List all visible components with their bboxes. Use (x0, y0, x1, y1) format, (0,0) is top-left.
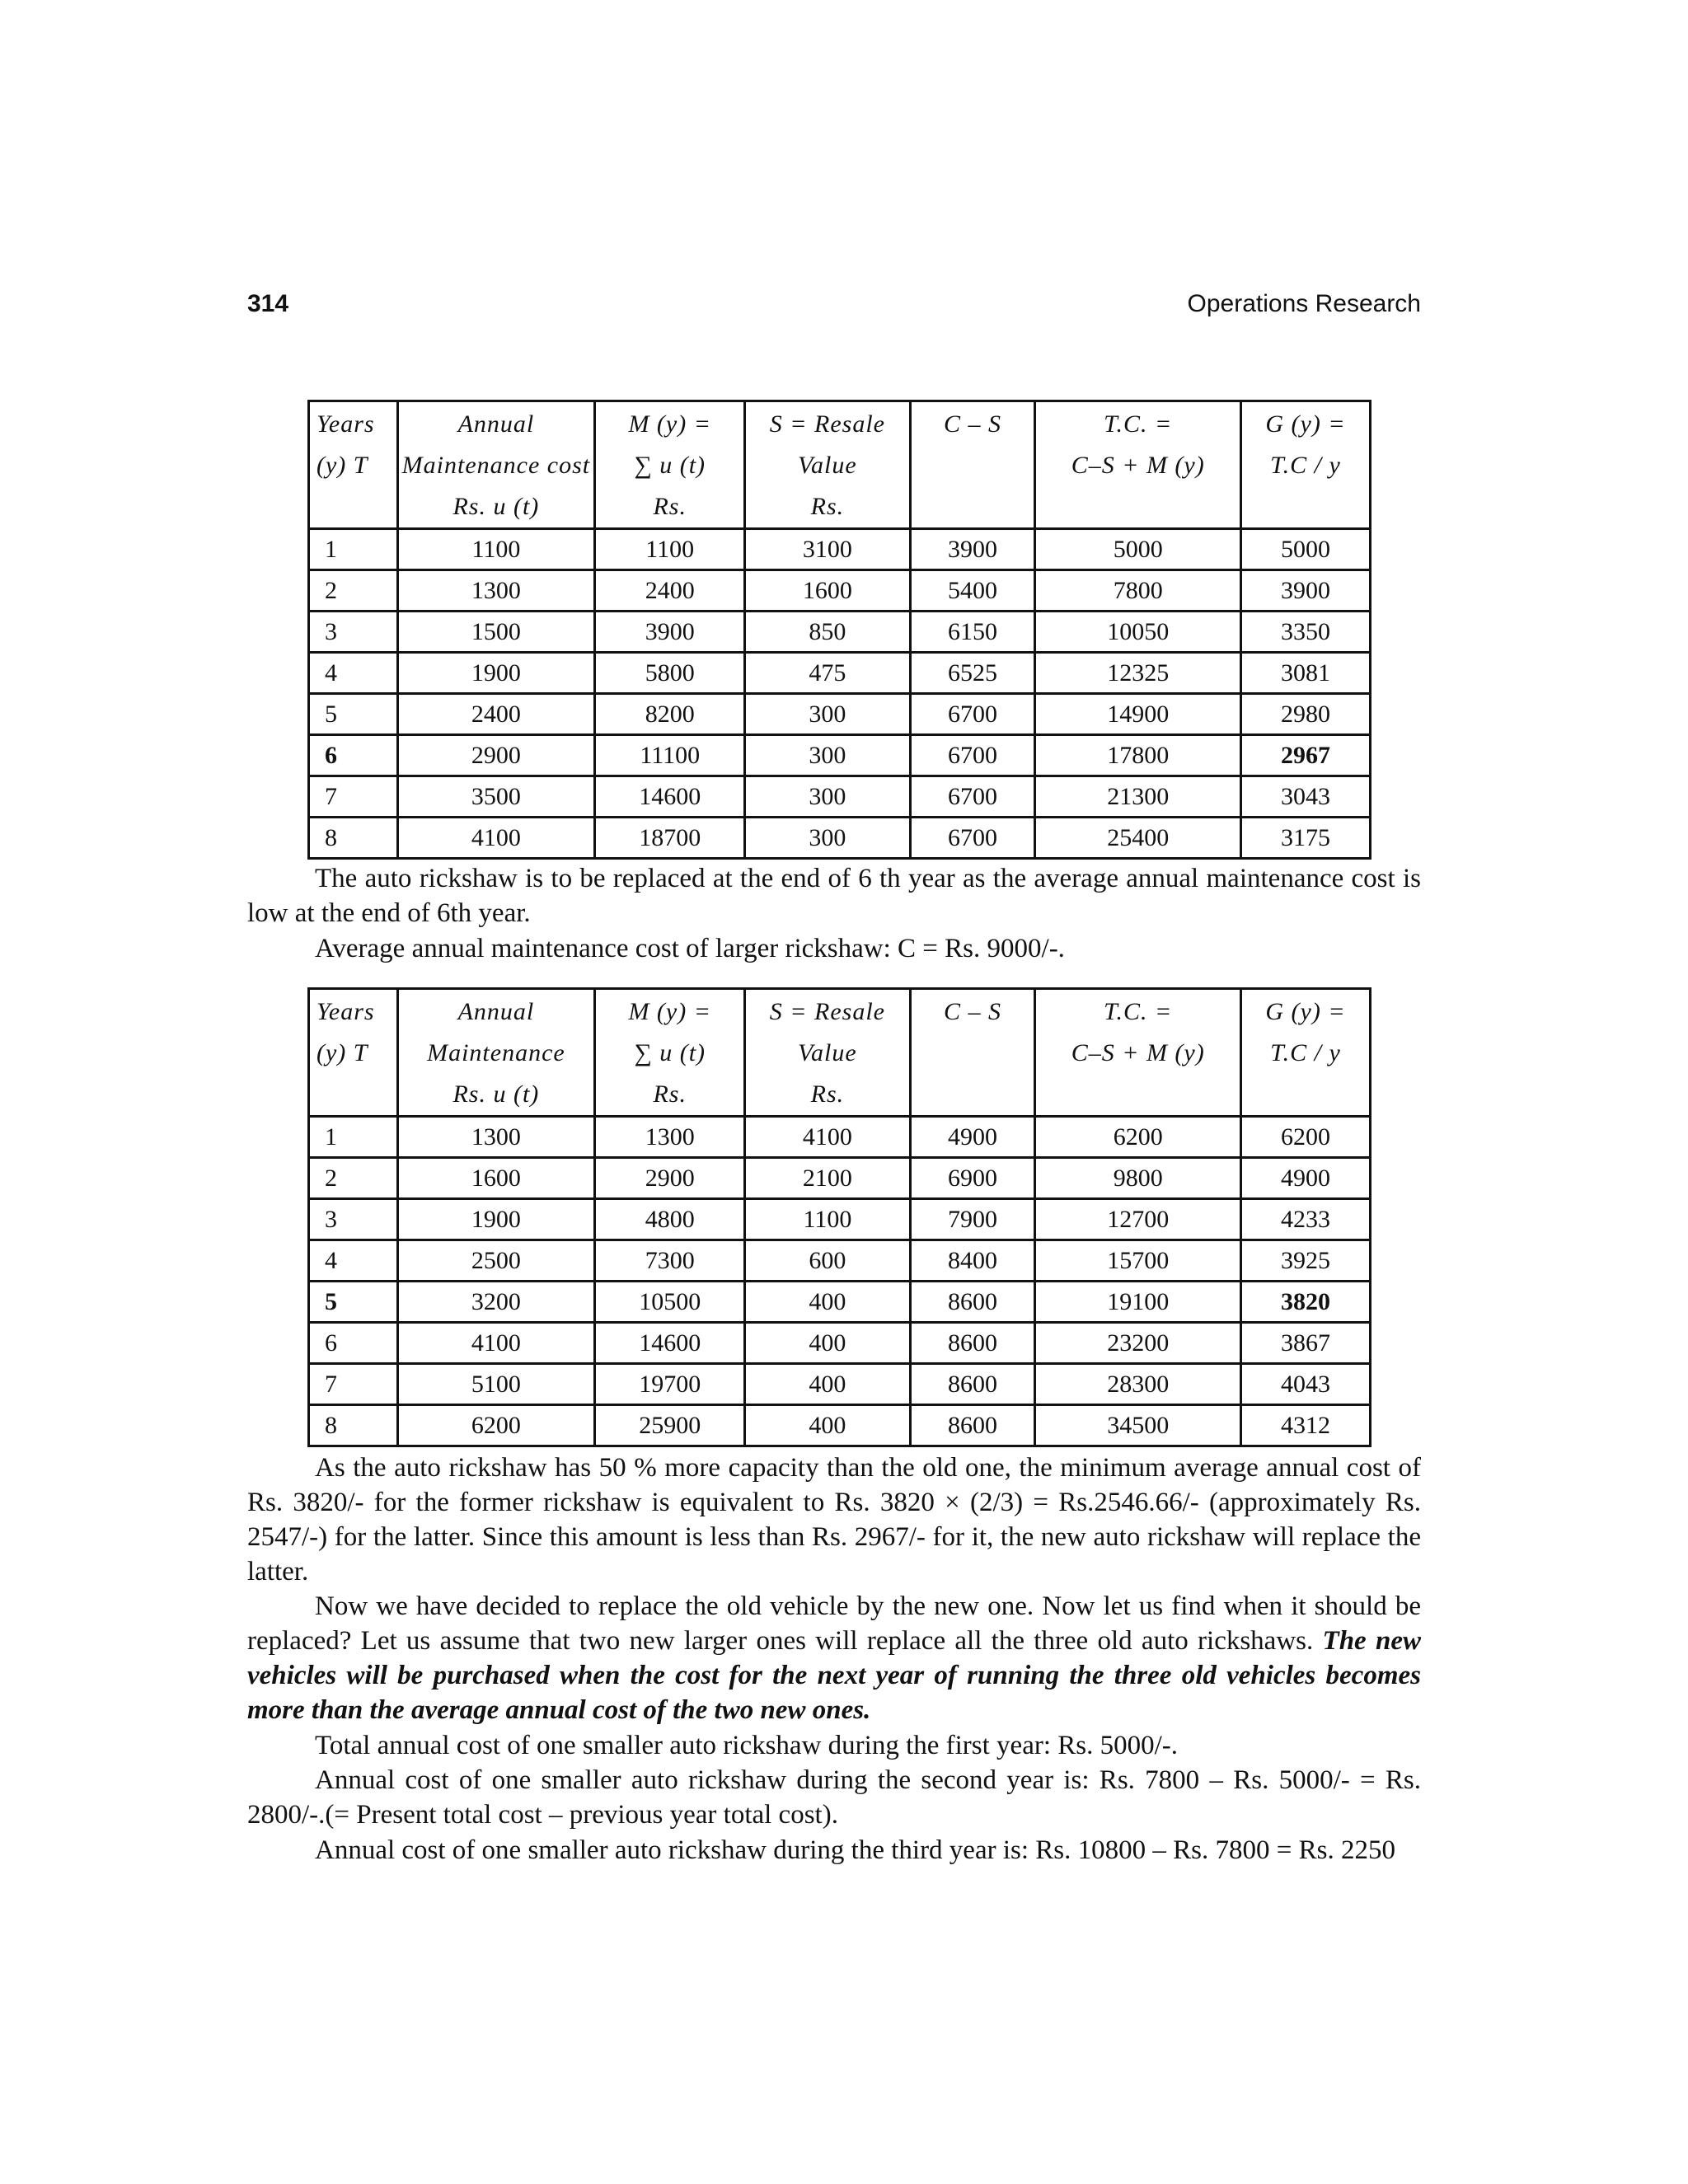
table-cell: 1600 (745, 570, 910, 612)
table-cell: 6700 (910, 694, 1035, 735)
table-cell: 1300 (397, 1117, 594, 1158)
table-cell: 300 (745, 818, 910, 859)
table-cell: 7 (309, 1364, 398, 1405)
table-cell: 6150 (910, 612, 1035, 653)
table-cell: 4100 (397, 1323, 594, 1364)
table-cell: 3500 (397, 776, 594, 818)
table-cell: 8600 (910, 1364, 1035, 1405)
header-c-minus-s: C – S (910, 989, 1035, 1117)
table-cell: 19700 (595, 1364, 745, 1405)
table-cell: 2400 (397, 694, 594, 735)
table-cell: 8600 (910, 1405, 1035, 1446)
table-cell: 1900 (397, 653, 594, 694)
table-cell: 3 (309, 1199, 398, 1240)
table-cell: 4900 (910, 1117, 1035, 1158)
table-cell: 6200 (1240, 1117, 1370, 1158)
table-cell: 3175 (1240, 818, 1370, 859)
table-cell: 25400 (1035, 818, 1241, 859)
table-cell: 7900 (910, 1199, 1035, 1240)
table-cell: 3 (309, 612, 398, 653)
table-cell: 1 (309, 1117, 398, 1158)
paragraph-third-year-cost: Annual cost of one smaller auto rickshaw during the third year is: Rs. 10800 – Rs. 7800 = Rs. 2250 (315, 1835, 1395, 1865)
table-cell: 3900 (910, 529, 1035, 570)
header-years: Years (y) T (309, 989, 398, 1117)
header-average-cost: G (y) = T.C / y (1240, 989, 1370, 1117)
table-cell: 5400 (910, 570, 1035, 612)
table-cell: 1100 (745, 1199, 910, 1240)
table-cell: 1100 (595, 529, 745, 570)
table-cell: 2900 (397, 735, 594, 776)
table-cell: 4312 (1240, 1405, 1370, 1446)
header-annual-maintenance: Annual Maintenance cost Rs. u (t) (397, 401, 594, 529)
table-cell: 7 (309, 776, 398, 818)
header-cumulative-maintenance: M (y) = ∑ u (t) Rs. (595, 989, 745, 1117)
table-cell: 8 (309, 1405, 398, 1446)
table-cell: 400 (745, 1364, 910, 1405)
table-cell: 6200 (1035, 1117, 1241, 1158)
table-cell: 6 (309, 1323, 398, 1364)
table-cell: 5100 (397, 1364, 594, 1405)
header-total-cost: T.C. = C–S + M (y) (1035, 989, 1241, 1117)
table-cell: 5000 (1240, 529, 1370, 570)
paragraph-replacement-decision: Now we have decided to replace the old vehicle by the new one. Now let us find when it should be replaced? Let us assume that two new larger ones will replace all the three old auto rickshaws. The new vehicles will be purchased when the cost for the next year of running the three old vehicles becomes more than the average annual cost of the two new ones. (247, 1591, 1422, 1725)
table-row (309, 1199, 1371, 1240)
table-cell: 6 (309, 735, 398, 776)
table-cell: 300 (745, 776, 910, 818)
table-cell: 21300 (1035, 776, 1241, 818)
table-cell: 2967 (1240, 735, 1370, 776)
paragraph-conclusion: The auto rickshaw is to be replaced at the end of 6 th year as the average annual maintenance cost is low at the end of 6th year. (247, 864, 1421, 928)
table-cell: 2400 (595, 570, 745, 612)
table-row (309, 1117, 1371, 1158)
table-cell: 1900 (397, 1199, 594, 1240)
table-row (309, 1364, 1371, 1405)
table-cell: 400 (745, 1282, 910, 1323)
table-cell: 3043 (1240, 776, 1370, 818)
table-cell: 1 (309, 529, 398, 570)
table-cell: 3200 (397, 1282, 594, 1323)
table-cell: 3081 (1240, 653, 1370, 694)
page-number: 314 (247, 290, 289, 317)
table-row (309, 694, 1371, 735)
table-cell: 7800 (1035, 570, 1241, 612)
table-cell: 12700 (1035, 1199, 1241, 1240)
table-cell: 9800 (1035, 1158, 1241, 1199)
table-cell: 3925 (1240, 1240, 1370, 1282)
table-cell: 400 (745, 1323, 910, 1364)
table-row (309, 570, 1371, 612)
table-cell: 4100 (397, 818, 594, 859)
header-resale-value: S = Resale Value Rs. (745, 989, 910, 1117)
table-cell: 5000 (1035, 529, 1241, 570)
table-cell: 5 (309, 694, 398, 735)
table-cell: 4800 (595, 1199, 745, 1240)
table-cell: 10050 (1035, 612, 1241, 653)
table-cell: 14600 (595, 776, 745, 818)
table-cell: 4900 (1240, 1158, 1370, 1199)
table-cell: 8400 (910, 1240, 1035, 1282)
table-cell: 2100 (745, 1158, 910, 1199)
table-cell: 3100 (745, 529, 910, 570)
table-cell: 10500 (595, 1282, 745, 1323)
table-cell: 3820 (1240, 1282, 1370, 1323)
table-cell: 6900 (910, 1158, 1035, 1199)
table-cell: 15700 (1035, 1240, 1241, 1282)
paragraph-capacity-comparison: As the auto rickshaw has 50 % more capacity than the old one, the minimum average annual cost of Rs. 3820/- for the former rickshaw is equivalent to Rs. 3820 × (2/3) = Rs.2546.66/- (approximately Rs. 2547/-) for the latter. Since this amount is less than Rs. 2967/- for it, the new auto rickshaw will replace the latter. (247, 1453, 1421, 1586)
table-cell: 4043 (1240, 1364, 1370, 1405)
table-row-optimal (309, 1282, 1371, 1323)
table-row (309, 776, 1371, 818)
table-cell: 3350 (1240, 612, 1370, 653)
table-cell: 14900 (1035, 694, 1241, 735)
header-resale-value: S = Resale Value Rs. (745, 401, 910, 529)
table-cell: 300 (745, 694, 910, 735)
table-row (309, 1240, 1371, 1282)
table-cell: 25900 (595, 1405, 745, 1446)
table-cell: 6700 (910, 818, 1035, 859)
table-cell: 1500 (397, 612, 594, 653)
table-row (309, 529, 1371, 570)
table-cell: 3867 (1240, 1323, 1370, 1364)
table-cell: 2 (309, 1158, 398, 1199)
table-row (309, 653, 1371, 694)
table-cell: 2980 (1240, 694, 1370, 735)
table-cell: 1300 (397, 570, 594, 612)
table-cell: 8 (309, 818, 398, 859)
table-row-optimal (309, 735, 1371, 776)
header-cumulative-maintenance: M (y) = ∑ u (t) Rs. (595, 401, 745, 529)
table-row (309, 1158, 1371, 1199)
book-title: Operations Research (1187, 290, 1421, 317)
table-cell: 2900 (595, 1158, 745, 1199)
table-cell: 6700 (910, 735, 1035, 776)
table-cell: 14600 (595, 1323, 745, 1364)
page-header (247, 290, 1421, 326)
replacement-table-larger-rickshaw (307, 987, 1372, 1447)
table-row (309, 1323, 1371, 1364)
table-cell: 475 (745, 653, 910, 694)
table-cell: 400 (745, 1405, 910, 1446)
table-cell: 3900 (1240, 570, 1370, 612)
header-total-cost: T.C. = C–S + M (y) (1035, 401, 1241, 529)
table-cell: 2500 (397, 1240, 594, 1282)
table-cell: 18700 (595, 818, 745, 859)
paragraph-larger-rickshaw-cost: Average annual maintenance cost of larger rickshaw: C = Rs. 9000/-. (315, 934, 1065, 963)
table-cell: 11100 (595, 735, 745, 776)
table-cell: 1300 (595, 1117, 745, 1158)
header-c-minus-s: C – S (910, 401, 1035, 529)
header-average-cost: G (y) = T.C / y (1240, 401, 1370, 529)
emphasis-purchase-rule: The new vehicles will be purchased when the cost for the next year of running the three old vehicles becomes more than the average annual cost of the two new ones. (247, 1626, 1422, 1725)
paragraph-second-year-cost: Annual cost of one smaller auto rickshaw during the second year is: Rs. 7800 – Rs. 5000/- = Rs. 2800/-.(= Present total cost – previous year total cost). (247, 1765, 1421, 1830)
table-cell: 6700 (910, 776, 1035, 818)
table-cell: 23200 (1035, 1323, 1241, 1364)
table-cell: 1600 (397, 1158, 594, 1199)
table-cell: 6525 (910, 653, 1035, 694)
table-cell: 1100 (397, 529, 594, 570)
table-cell: 34500 (1035, 1405, 1241, 1446)
table-row (309, 612, 1371, 653)
header-annual-maintenance: Annual Maintenance Rs. u (t) (397, 989, 594, 1117)
table-cell: 8600 (910, 1323, 1035, 1364)
table-cell: 850 (745, 612, 910, 653)
table-cell: 4233 (1240, 1199, 1370, 1240)
table-row (309, 1405, 1371, 1446)
table-cell: 7300 (595, 1240, 745, 1282)
table-cell: 5800 (595, 653, 745, 694)
table-cell: 6200 (397, 1405, 594, 1446)
table-cell: 17800 (1035, 735, 1241, 776)
table-cell: 300 (745, 735, 910, 776)
table-cell: 600 (745, 1240, 910, 1282)
table-cell: 5 (309, 1282, 398, 1323)
replacement-table-old-rickshaw (307, 400, 1372, 860)
table-cell: 2 (309, 570, 398, 612)
table-cell: 19100 (1035, 1282, 1241, 1323)
table-cell: 4100 (745, 1117, 910, 1158)
table-cell: 8600 (910, 1282, 1035, 1323)
table-row (309, 818, 1371, 859)
paragraph-first-year-cost: Total annual cost of one smaller auto rickshaw during the first year: Rs. 5000/-. (315, 1731, 1179, 1760)
table-cell: 28300 (1035, 1364, 1241, 1405)
table-cell: 4 (309, 1240, 398, 1282)
table-cell: 4 (309, 653, 398, 694)
table-cell: 8200 (595, 694, 745, 735)
table-cell: 3900 (595, 612, 745, 653)
header-years: Years (y) T (309, 401, 398, 529)
table-cell: 12325 (1035, 653, 1241, 694)
